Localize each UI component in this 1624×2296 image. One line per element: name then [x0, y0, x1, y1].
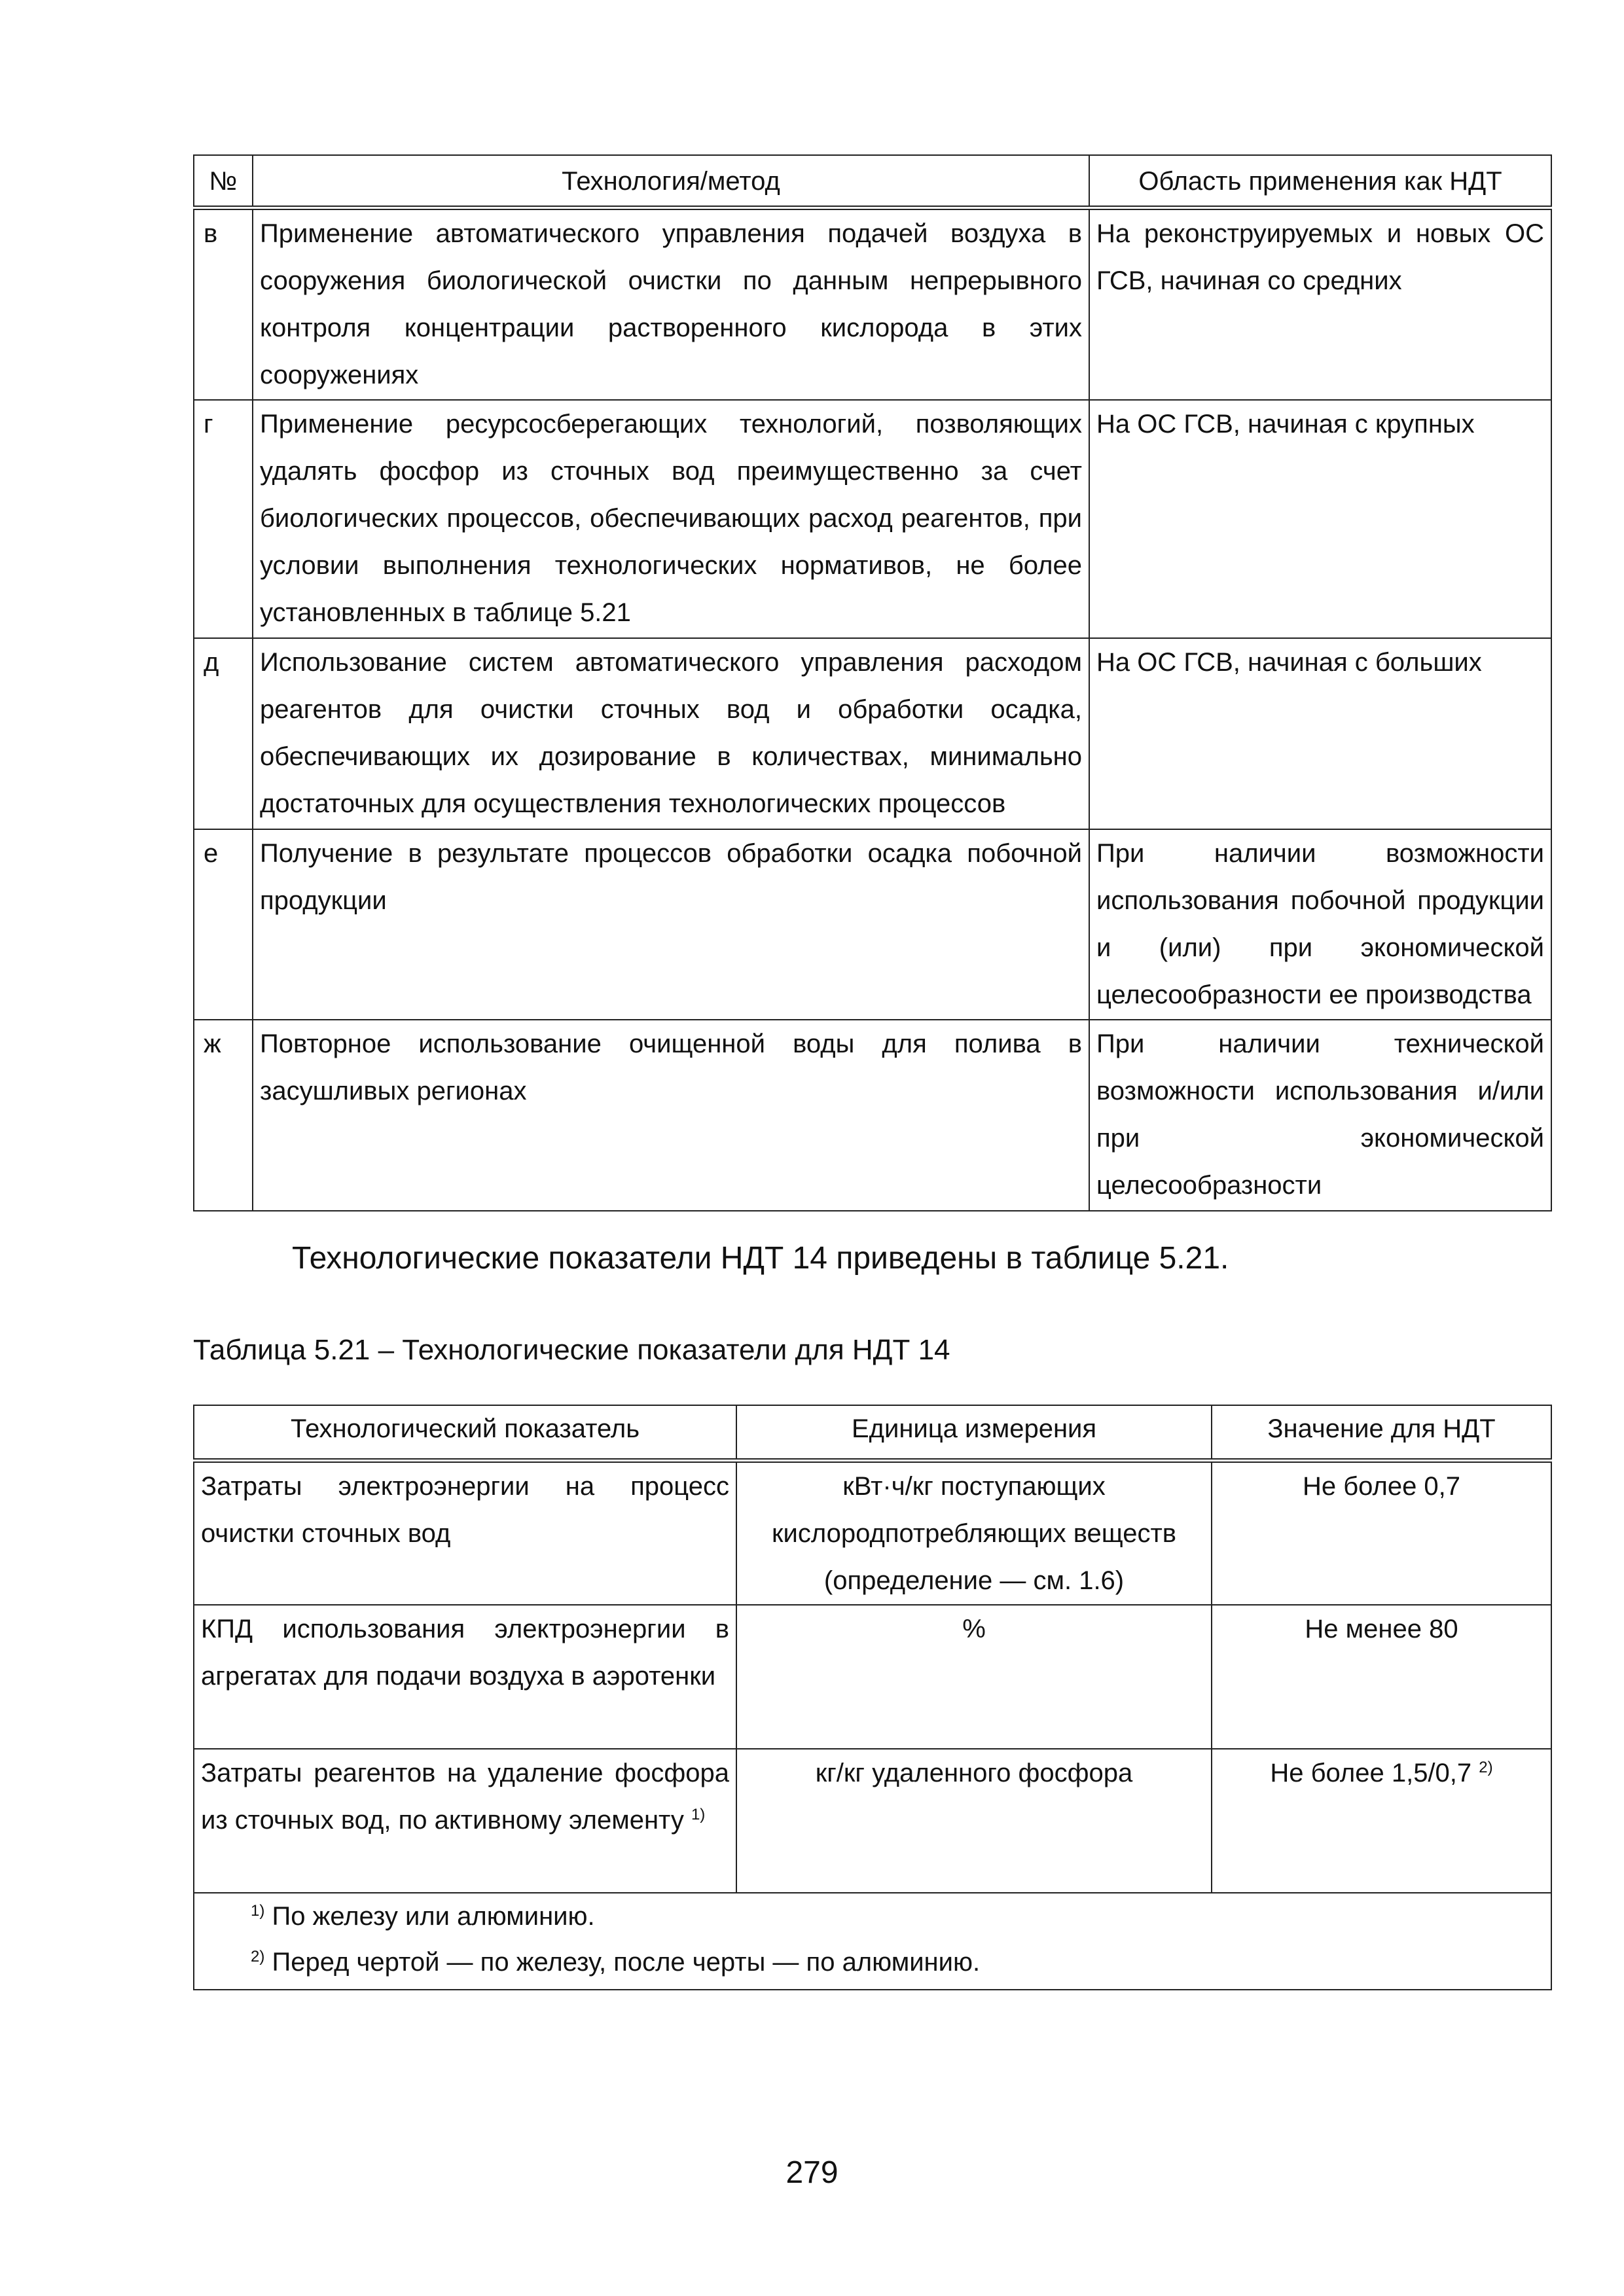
- unit-cell: [736, 1749, 1212, 1893]
- indicator-cell: [194, 1605, 736, 1749]
- footnote: [251, 1939, 1544, 1985]
- footnote-mark: 2): [251, 1948, 265, 1965]
- table-notes: [194, 1893, 1551, 1990]
- column-header-unit: Единица измерения: [736, 1405, 1212, 1461]
- table-row: [194, 1605, 1551, 1749]
- column-header-application-area: Область применения как НДТ: [1089, 155, 1551, 208]
- table-row: [194, 400, 1551, 638]
- footnote: [251, 1893, 1544, 1939]
- footnote-mark: 1): [251, 1902, 265, 1920]
- value-cell: [1212, 1461, 1551, 1605]
- indicator-text: КПД использования электроэнергии в агрегатах для подачи воздуха в аэротенки: [201, 1615, 729, 1691]
- value-cell: [1212, 1605, 1551, 1749]
- row-number: ж: [194, 1020, 253, 1211]
- unit-text: кг/кг удаленного фосфора: [815, 1759, 1133, 1787]
- row-number: е: [194, 829, 253, 1020]
- indicator-text: Затраты реагентов на удаление фосфора из сточных вод, по активному элементу: [201, 1759, 729, 1835]
- table-row: [194, 1461, 1551, 1605]
- column-header-number: №: [194, 155, 253, 208]
- unit-text: кВт·ч/кг поступающих кислородпотребляющих веществ (определение — см. 1.6): [771, 1472, 1177, 1595]
- table-row: [194, 829, 1551, 1020]
- indicator-cell: [194, 1461, 736, 1605]
- technology-cell: Повторное использование очищенной воды для полива в засушливых регионах: [253, 1020, 1089, 1211]
- row-number: г: [194, 400, 253, 638]
- table-header-row: [194, 1405, 1551, 1461]
- value-cell: [1212, 1749, 1551, 1893]
- value-text: Не менее 80: [1305, 1615, 1458, 1643]
- indicator-cell: [194, 1749, 736, 1893]
- table-row: [194, 638, 1551, 829]
- footnote-mark: 1): [691, 1806, 706, 1823]
- table-caption: Таблица 5.21 – Технологические показатели для НДТ 14: [193, 1334, 950, 1366]
- application-area-cell: На реконструируемых и новых ОС ГСВ, начиная со средних: [1089, 208, 1551, 400]
- unit-cell: [736, 1605, 1212, 1749]
- column-header-value: Значение для НДТ: [1212, 1405, 1551, 1461]
- table-row: [194, 1020, 1551, 1211]
- footnote-mark: 2): [1479, 1759, 1493, 1776]
- technology-cell: Применение ресурсосберегающих технологий, позволяющих удалять фосфор из сточных вод преимущественно за счет биологических процессов, обеспечивающих расход реагентов, при условии выполнения технологических нормативов, не более установленных в таблице 5.21: [253, 400, 1089, 638]
- application-area-cell: На ОС ГСВ, начиная с крупных: [1089, 400, 1551, 638]
- unit-text: %: [962, 1615, 986, 1643]
- application-area-cell: При наличии технической возможности использования и/или при экономической целесообразности: [1089, 1020, 1551, 1211]
- technology-cell: Получение в результате процессов обработки осадка побочной продукции: [253, 829, 1089, 1020]
- row-number: в: [194, 208, 253, 400]
- application-area-cell: При наличии возможности использования побочной продукции и (или) при экономической целесообразности ее производства: [1089, 829, 1551, 1020]
- column-header-technology: Технология/метод: [253, 155, 1089, 208]
- column-header-indicator: Технологический показатель: [194, 1405, 736, 1461]
- value-text: Не более 1,5/0,7: [1270, 1759, 1472, 1787]
- table-row: [194, 208, 1551, 400]
- application-area-cell: На ОС ГСВ, начиная с больших: [1089, 638, 1551, 829]
- ndt-technologies-table: [193, 154, 1552, 1211]
- table-header-row: [194, 155, 1551, 208]
- technology-cell: Использование систем автоматического управления расходом реагентов для очистки сточных вод и обработки осадка, обеспечивающих их дозирование в количествах, минимально достаточных для осуществления технологических процессов: [253, 638, 1089, 829]
- page-number: 279: [785, 2155, 839, 2190]
- table-row: [194, 1749, 1551, 1893]
- indicator-text: Затраты электроэнергии на процесс очистки сточных вод: [201, 1472, 729, 1548]
- body-paragraph: Технологические показатели НДТ 14 приведены в таблице 5.21.: [292, 1241, 1229, 1276]
- footnote-text: Перед чертой — по железу, после черты — по алюминию.: [272, 1948, 981, 1977]
- table-notes-row: [194, 1893, 1551, 1990]
- technological-indicators-table: [193, 1405, 1552, 1990]
- row-number: д: [194, 638, 253, 829]
- value-text: Не более 0,7: [1302, 1472, 1461, 1501]
- technology-cell: Применение автоматического управления подачей воздуха в сооружения биологической очистки по данным непрерывного контроля концентрации растворенного кислорода в этих сооружениях: [253, 208, 1089, 400]
- footnote-text: По железу или алюминию.: [272, 1902, 595, 1931]
- unit-cell: [736, 1461, 1212, 1605]
